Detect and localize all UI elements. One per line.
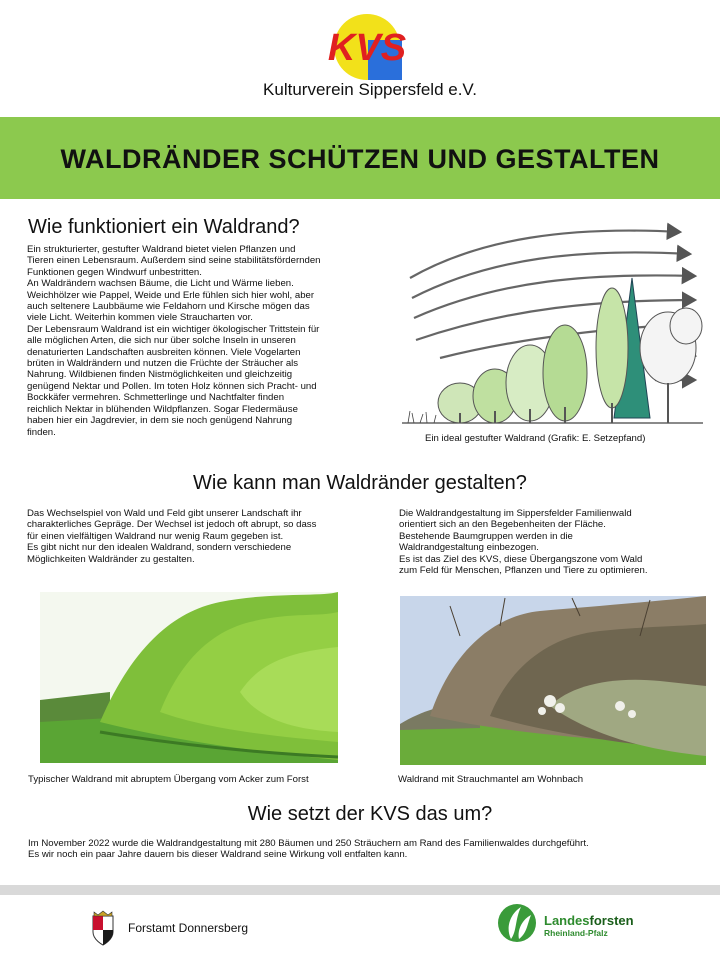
- section1-line: Ein strukturierter, gestufter Waldrand bietet vielen Pflanzen und: [27, 244, 296, 255]
- forstamt-label: Forstamt Donnersberg: [128, 921, 249, 935]
- section1-text: [27, 244, 377, 438]
- section2-line: charakterliches Gepräge. Der Wechsel ist jedoch oft abrupt, so dass: [27, 519, 317, 531]
- section3-heading: Wie setzt der KVS das um?: [247, 803, 493, 825]
- section1-line: An Waldrändern wachsen Bäume, die Licht und Wärme lieben.: [27, 278, 294, 290]
- section2-left-text: [27, 508, 377, 565]
- section3-line: Im November 2022 wurde die Waldrandgestaltung mit 280 Bäumen und 250 Sträuchern am Rand des Familienwaldes durchgeführt.: [28, 838, 589, 849]
- section1-line: Nahrung. Wildbienen finden Nistmöglichkeiten und gleichzeitig: [27, 369, 293, 381]
- section1-line: auch seltenere Laubbäume wie Feldahorn und Kirsche mögen das: [27, 301, 310, 313]
- section1-line: finden.: [27, 426, 56, 438]
- logo-text: KVS: [327, 27, 407, 69]
- section3-text: [28, 838, 708, 861]
- section1-line: Tieren einen Lebensraum. Außerdem sind seine stabilitätsfördernden: [27, 255, 321, 267]
- page-title: WALDRÄNDER SCHÜTZEN UND GESTALTEN: [60, 144, 660, 174]
- photo1-caption: Typischer Waldrand mit abruptem Übergang vom Acker zum Forst: [28, 774, 309, 785]
- section1-line: Weichhölzer wie Pappel, Weide und Erle fühlen sich hier wohl, aber: [27, 289, 315, 301]
- section2-line: für einen vielfältigen Waldrand nur wenig Raum gegeben ist.: [27, 530, 284, 542]
- landesforsten-wordmark: [544, 914, 634, 938]
- section1-line: Funktionen gegen Windwurf unbestritten.: [27, 266, 202, 278]
- section1-line: brüten in Waldrändern und nutzen die Früchte der Sträucher als: [27, 358, 299, 370]
- section1-line: Bockkäfer vermehren. Schmetterlinge und Nachtfalter finden: [27, 392, 285, 404]
- photo-shrub-mantle: [400, 596, 706, 765]
- section2-line: Möglichkeiten Waldränder zu gestalten.: [27, 553, 195, 565]
- section2-line: Die Waldrandgestaltung im Sippersfelder Familienwald: [399, 508, 632, 519]
- section1-line: alle möglichen Arten, die sich nur über solche Inseln in unseren: [27, 335, 296, 347]
- footer-divider: [0, 885, 720, 895]
- section1-heading: Wie funktioniert ein Waldrand?: [28, 216, 300, 238]
- section2-right-text: [399, 508, 714, 576]
- section2-heading: Wie kann man Waldränder gestalten?: [193, 472, 527, 494]
- photo2-caption: Waldrand mit Strauchmantel am Wohnbach: [398, 774, 584, 785]
- kvs-logo: [282, 14, 452, 82]
- section2-line: Es gibt nicht nur den idealen Waldrand, sondern verschiedene: [27, 542, 292, 554]
- section1-line: reichlich Nektar in blühenden Wildpflanzen. Sogar Fledermäuse: [27, 403, 298, 415]
- photo-abrupt-forest-edge: [40, 592, 338, 763]
- org-name: Kulturverein Sippersfeld e.V.: [263, 80, 477, 99]
- section1-line: haben hier ein Jagdrevier, in dem sie noch genügend Nahrung: [27, 415, 293, 427]
- landesforsten-word-a: Landes: [544, 913, 590, 928]
- landesforsten-word-b: forsten: [589, 913, 634, 928]
- section1-line: denaturierten Landschaften ausbreiten können. Viele Vogelarten: [27, 346, 301, 358]
- section2-line: Das Wechselspiel von Wald und Feld gibt unserer Landschaft ihr: [27, 508, 302, 519]
- section3-line: Es wir noch ein paar Jahre dauern bis dieser Waldrand seine Wirkung voll entfalten kann.: [28, 849, 408, 861]
- landesforsten-logo-icon: [497, 903, 537, 943]
- section2-line: orientiert sich an den Begebenheiten der Fläche.: [399, 519, 606, 531]
- illustration-caption: Ein ideal gestufter Waldrand (Grafik: E. Setzepfand): [425, 433, 646, 444]
- rlp-crest-icon: [90, 910, 116, 946]
- landesforsten-sub: Rheinland-Pfalz: [544, 928, 608, 938]
- section1-line: Der Lebensraum Waldrand ist ein wichtiger ökologischer Trittstein für: [27, 323, 320, 335]
- section2-line: Waldrandgestaltung einbezogen.: [399, 542, 539, 554]
- section2-line: Es ist das Ziel des KVS, diese Übergangszone vom Wald: [399, 553, 643, 565]
- section2-line: Bestehende Baumgruppen werden in die: [399, 530, 573, 542]
- section1-line: viele Licht. Weiterhin kommen viele Straucharten vor.: [27, 312, 253, 324]
- section2-line: zum Feld für Menschen, Pflanzen und Tiere zu optimieren.: [399, 565, 648, 577]
- section1-line: genügend Nektar und Pollen. Im toten Holz können sich Pracht- und: [27, 380, 317, 392]
- forest-edge-illustration: [400, 218, 705, 428]
